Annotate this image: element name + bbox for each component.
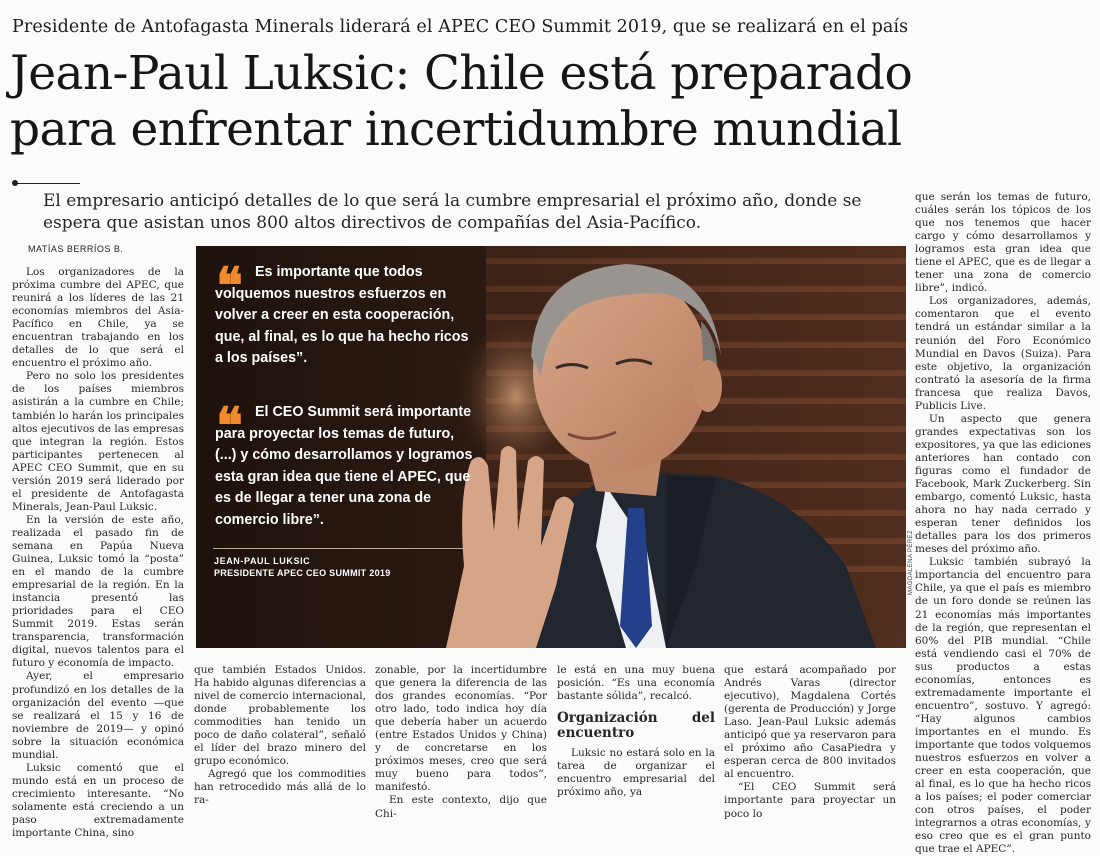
pull-quote-1 (215, 256, 475, 370)
paragraph: “El CEO Summit será importante para proyectar un poco lo (724, 781, 896, 820)
kicker: Presidente de Antofagasta Minerals liderará el APEC CEO Summit 2019, que se realizará en el país (12, 17, 909, 37)
photo-credit: MAGDALENA PÉREZ (908, 529, 914, 595)
pull-quote-1-text: Es importante que todos volquemos nuestros esfuerzos en volver a creer en esta cooperación, que, al final, es lo que ha hecho ricos a los países”. (215, 264, 469, 366)
paragraph: En la versión de este año, realizada el pasado fin de semana en Papúa Nueva Guinea, Luksic tomó la “posta” en el mando de la cumbre empresarial de la región. En la instancia presentó las prioridades para el CEO Summit 2019. Estas serán transparencia, transformación digital, nuevos talentos para el futuro y economía de impacto. (12, 513, 184, 670)
headline-line-1: Jean-Paul Luksic: Chile está preparado (10, 46, 913, 101)
article-column-1 (12, 266, 184, 840)
quote-attribution-name: JEAN-PAUL LUKSIC (214, 556, 311, 566)
paragraph: Luksic también subrayó la importancia del encuentro para Chile, ya que el país es miembro de un foro donde se reúnen las 21 economías más importantes de la región, que representan el 60% del PIB mundial. “Chile está vendiendo casi el 70% de sus productos a estas economías, entonces es extremadamente importante el encuentro”, sostuvo. Y agregó: “Hay algunos cambios importantes en el mundo. Es importante que todos volquemos nuestros esfuerzos en volver a creer en esta cooperación, que al final, es lo que ha hecho ricos a los países; el poder comerciar con otros países, el poder integrarnos a otras economías, y eso creo que es el gran punto que trae el APEC”. (915, 556, 1091, 856)
article-column-3 (375, 664, 547, 821)
article-column-4 (557, 664, 715, 799)
pull-quote-2-text: El CEO Summit será importante para proyectar los temas de futuro, (...) y cómo desarrollamos y logramos esta gran idea que tiene el APEC, que es de llegar a tener una zona de comercio libre”. (215, 404, 473, 528)
paragraph: Los organizadores de la próxima cumbre del APEC, que reunirá a los líderes de las 21 economías miembros del Asia-Pacífico en Chile, ya se encuentran trabajando en los detalles de lo que será el encuentro el próximo año. (12, 266, 184, 370)
pull-quote-2 (215, 396, 473, 531)
article-column-2 (194, 664, 366, 808)
paragraph: zonable, por la incertidumbre que genera la diferencia de las dos grandes economías. “Por otro lado, todo indica hoy día que debería haber un acuerdo (entre Estados Unidos y China) y de concretarse en los próximos meses, creo que será muy bueno para todos”, manifestó. (375, 664, 547, 794)
paragraph: le está en una muy buena posición. “Es una economía bastante sólida”, recalcó. (557, 664, 715, 703)
lead-rule (16, 183, 80, 184)
quote-mark-icon: ❝ (216, 256, 243, 315)
quote-attribution-role: PRESIDENTE APEC CEO SUMMIT 2019 (214, 568, 391, 578)
article-column-5 (724, 664, 896, 821)
paragraph: Agregó que los commodities han retrocedido más allá de lo ra- (194, 768, 366, 807)
byline: MATÍAS BERRÍOS B. (28, 244, 124, 254)
quote-divider (213, 548, 463, 549)
headline-line-2: para enfrentar incertidumbre mundial (10, 102, 902, 157)
quote-mark-icon: ❝ (216, 396, 243, 455)
paragraph: Luksic no estará solo en la tarea de organizar el encuentro empresarial del próximo año, ya (557, 747, 715, 799)
paragraph: Luksic comentó que el mundo está en un proceso de crecimiento interesante. “No solamente está creciendo a un paso extremadamente importante China, sino (12, 761, 184, 840)
paragraph: que serán los temas de futuro, cuáles serán los tópicos de los que nos tenemos que hacer cargo y cómo desarrollamos y logramos esta gran idea que tiene el APEC, que es de llegar a tener una zona de comercio libre”, indicó. (915, 191, 1091, 295)
lead-paragraph: El empresario anticipó detalles de lo que será la cumbre empresarial el próximo año, donde se espera que asistan unos 800 altos directivos de compañías del Asia-Pacífico. (43, 191, 862, 233)
paragraph: que estará acompañado por Andrés Varas (director ejecutivo), Magdalena Cortés (gerenta de Producción) y Jorge Laso. Jean-Paul Luksic además anticipó que ya reservaron para el próximo año CasaPiedra y esperan cerca de 800 invitados al encuentro. (724, 664, 896, 781)
article-column-6 (915, 191, 1091, 856)
section-subhead: Organización del encuentro (557, 710, 715, 742)
paragraph: que también Estados Unidos. Ha habido algunas diferencias a nivel de comercio internacional, donde probablemente los commodities han tenido un poco de daño colateral”, señaló el líder del brazo minero del grupo económico. (194, 664, 366, 768)
paragraph: Los organizadores, además, comentaron que el evento tendrá un estándar similar a la reunión del Foro Económico Mundial en Davos (Suiza). Para este objetivo, la organización contrató la asesoría de la firma francesa que realiza Davos, Publicis Live. (915, 295, 1091, 412)
paragraph: Un aspecto que genera grandes expectativas son los expositores, ya que las ediciones anteriores han contado con figuras como el fundador de Facebook, Mark Zuckerberg. Sin embargo, comentó Luksic, hasta ahora no hay nada cerrado y esperan tener definidos los detalles para los dos primeros meses del próximo año. (915, 412, 1091, 556)
paragraph: Ayer, el empresario profundizó en los detalles de la organización del evento —que se realizará el 15 y 16 de noviembre de 2019— y opinó sobre la situación económica mundial. (12, 670, 184, 761)
paragraph: Pero no solo los presidentes de los países miembros asistirán a la cumbre en Chile; también lo harán los principales altos ejecutivos de las empresas que integran la región. Estos participantes pertenecen al APEC CEO Summit, que en su versión 2019 será liderado por el presidente de Antofagasta Minerals, Jean-Paul Luksic. (12, 370, 184, 513)
paragraph: En este contexto, dijo que Chi- (375, 794, 547, 820)
headline (10, 46, 1090, 158)
